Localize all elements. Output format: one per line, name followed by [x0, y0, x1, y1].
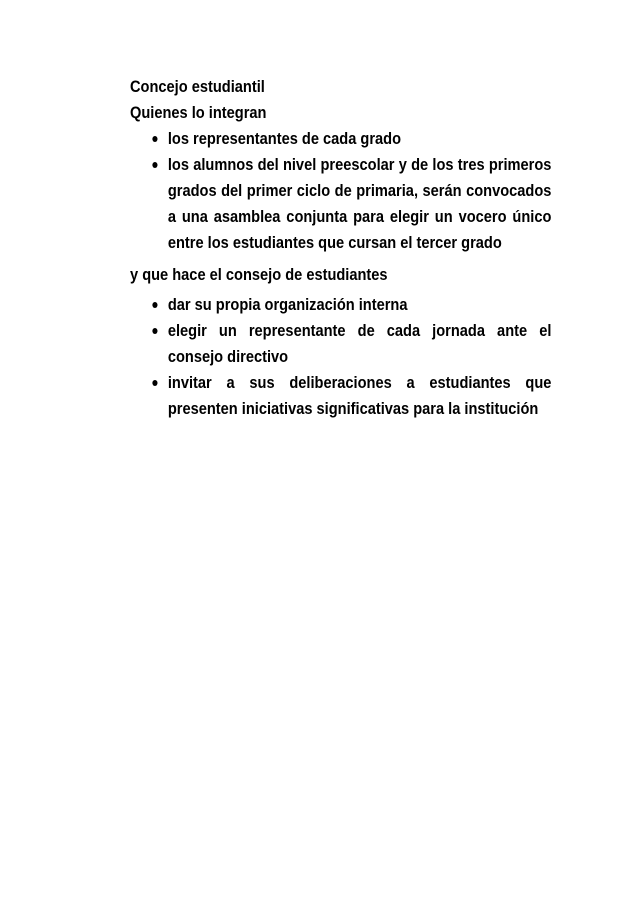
members-list — [130, 126, 551, 256]
section-heading-functions: y que hace el consejo de estudiantes — [130, 265, 388, 284]
list-item — [152, 126, 551, 152]
document-title: Concejo estudiantil — [130, 77, 265, 96]
list-item — [152, 152, 551, 256]
list-item — [152, 292, 551, 318]
list-item — [152, 370, 551, 422]
bullet-icon — [152, 162, 157, 168]
functions-list — [130, 292, 551, 422]
list-item — [152, 318, 551, 370]
bullet-icon — [152, 136, 157, 142]
document-body — [130, 74, 551, 422]
list-item-text: invitar a sus deliberaciones a estudiantes que presenten iniciativas significativas para la institución — [167, 373, 552, 418]
list-item-text: los alumnos del nivel preescolar y de los tres primeros grados del primer ciclo de primaria, serán convocados a una asamblea conjunta para elegir un vocero único entre los estudiantes que cursan el tercer grado — [167, 155, 552, 252]
bullet-icon — [152, 302, 157, 308]
bullet-icon — [152, 380, 157, 386]
list-item-text: los representantes de cada grado — [167, 129, 402, 148]
list-item-text: elegir un representante de cada jornada ante el consejo directivo — [167, 321, 552, 366]
list-item-text: dar su propia organización interna — [167, 295, 408, 314]
bullet-icon — [152, 328, 157, 334]
section-heading-members: Quienes lo integran — [130, 103, 267, 122]
